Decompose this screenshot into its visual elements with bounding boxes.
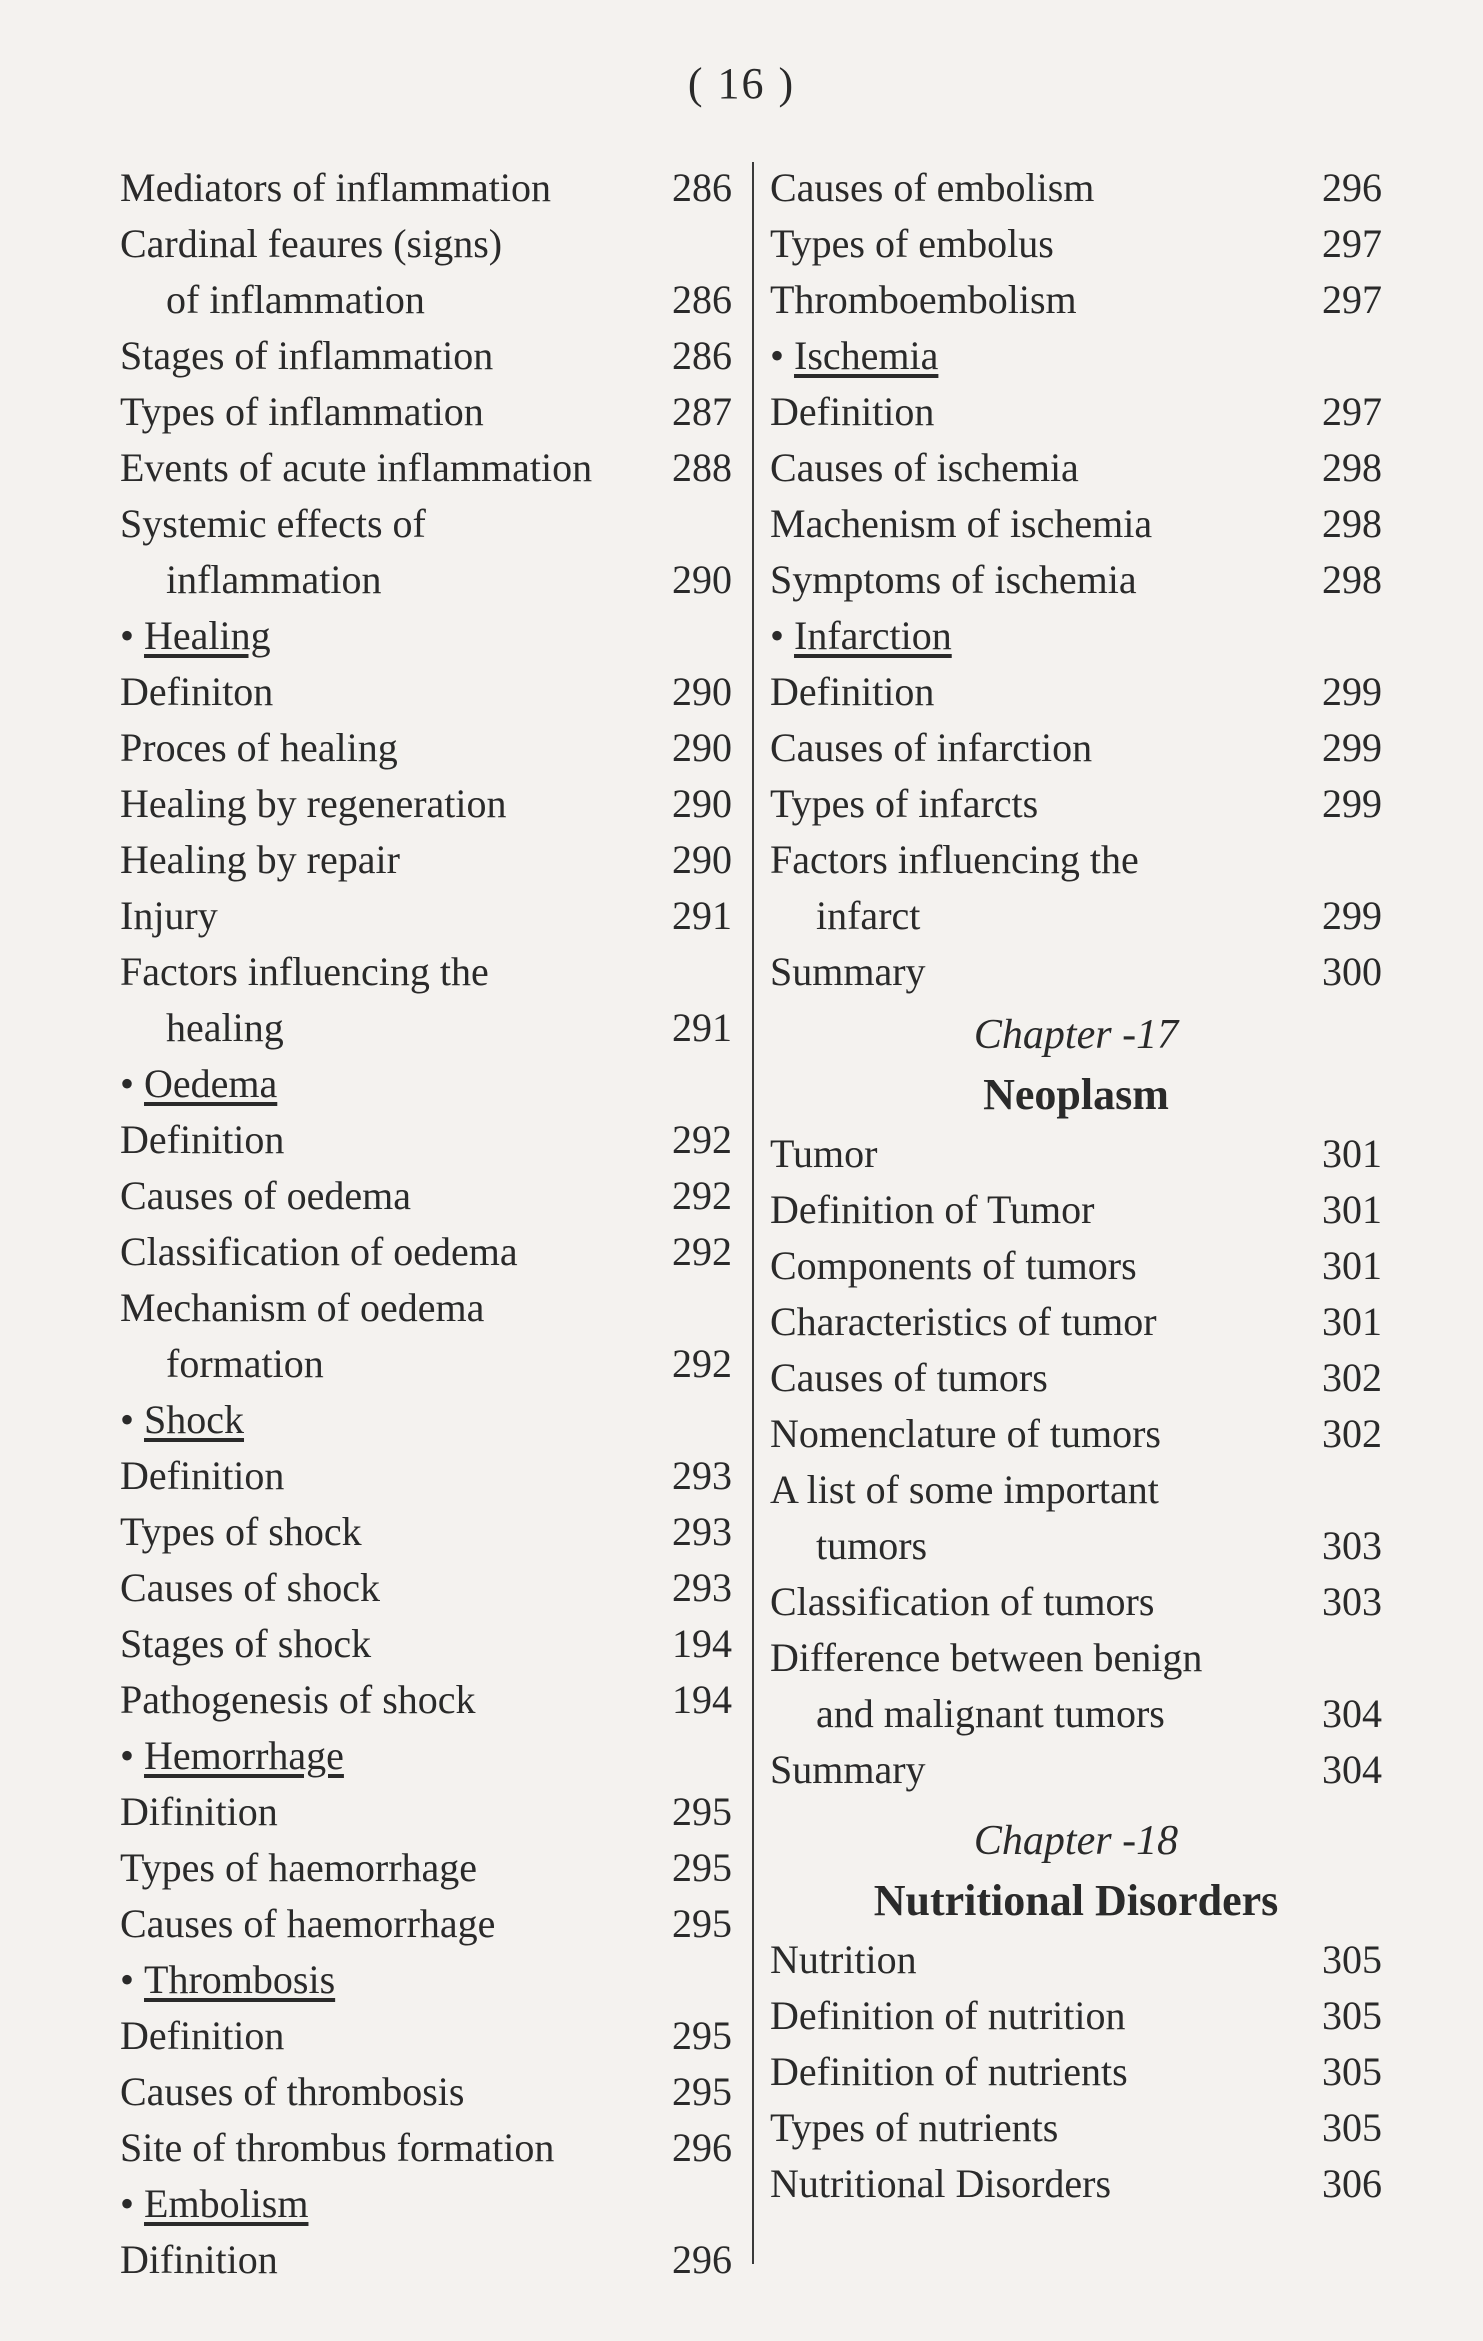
- toc-entry-page: 301: [1322, 1187, 1382, 1232]
- toc-entry-label: Definition of Tumor: [770, 1187, 1095, 1232]
- toc-entry-page: 302: [1322, 1355, 1382, 1400]
- toc-entry-page: 292: [672, 1173, 732, 1218]
- toc-entry: [120, 2064, 732, 2120]
- toc-entry: [120, 2120, 732, 2176]
- toc-entry-label: Difinition: [120, 2237, 278, 2282]
- toc-entry-page: 299: [1322, 669, 1382, 714]
- toc-list-chapter-18: [770, 1932, 1382, 2212]
- toc-entry: [770, 832, 1382, 888]
- toc-entry-page: 304: [1322, 1691, 1382, 1736]
- toc-entry: [770, 2100, 1382, 2156]
- toc-entry-label: Definition: [120, 2013, 285, 2058]
- toc-entry: [120, 552, 732, 608]
- toc-entry-label: Nutritional Disorders: [770, 2161, 1112, 2206]
- toc-entry: [770, 888, 1382, 944]
- toc-entry: [120, 1448, 732, 1504]
- toc-entry-label: Causes of shock: [120, 1565, 380, 1610]
- toc-entry-label: Definition of nutrients: [770, 2049, 1128, 2094]
- toc-entry-page: 306: [1322, 2161, 1382, 2206]
- toc-entry-page: 305: [1322, 2105, 1382, 2150]
- toc-entry-label: Shock: [144, 1397, 245, 1442]
- toc-entry-label: Hemorrhage: [144, 1733, 344, 1778]
- toc-entry-label: Nutrition: [770, 1937, 917, 1982]
- toc-entry: [770, 1518, 1382, 1574]
- toc-entry: [770, 1350, 1382, 1406]
- toc-entry: [120, 1896, 732, 1952]
- toc-entry: [770, 1932, 1382, 1988]
- toc-list-right-top: [770, 160, 1382, 1000]
- toc-entry: [120, 1336, 732, 1392]
- toc-section-heading: [770, 328, 1382, 384]
- toc-entry-label: Injury: [120, 893, 218, 938]
- toc-entry: [120, 944, 732, 1000]
- toc-entry-page: 299: [1322, 781, 1382, 826]
- toc-entry-page: 291: [672, 1005, 732, 1050]
- chapter-18-number: Chapter -18: [973, 1818, 1179, 1864]
- toc-entry-page: 296: [1322, 165, 1382, 210]
- toc-entry-label: Proces of healing: [120, 725, 398, 770]
- toc-entry: [770, 1126, 1382, 1182]
- toc-entry-page: 290: [672, 669, 732, 714]
- toc-entry: [120, 384, 732, 440]
- toc-entry: [120, 776, 732, 832]
- toc-entry-page: 296: [672, 2237, 732, 2282]
- toc-entry-page: 295: [672, 1901, 732, 1946]
- toc-entry: [120, 1504, 732, 1560]
- toc-entry: [120, 1224, 732, 1280]
- toc-entry-page: 286: [672, 165, 732, 210]
- toc-entry-label: Thromboembolism: [770, 277, 1077, 322]
- toc-entry-page: 298: [1322, 445, 1382, 490]
- chapter-18-header: [770, 1812, 1382, 1932]
- toc-section-heading: [120, 1392, 732, 1448]
- toc-section-heading: [120, 1056, 732, 1112]
- toc-entry: [770, 1574, 1382, 1630]
- chapter-17-title: Neoplasm: [983, 1070, 1169, 1119]
- toc-entry-page: 299: [1322, 725, 1382, 770]
- toc-section-heading: [120, 608, 732, 664]
- toc-entry-page: 299: [1322, 893, 1382, 938]
- toc-entry: [770, 1686, 1382, 1742]
- toc-entry-label: Characteristics of tumor: [770, 1299, 1157, 1344]
- toc-entry: [120, 1280, 732, 1336]
- toc-entry-label: Types of embolus: [770, 221, 1054, 266]
- toc-entry-label: Causes of haemorrhage: [120, 1901, 496, 1946]
- toc-entry-label: Types of nutrients: [770, 2105, 1059, 2150]
- toc-entry-page: 305: [1322, 1993, 1382, 2038]
- toc-entry: [770, 720, 1382, 776]
- toc-entry: [770, 496, 1382, 552]
- toc-section-heading: [120, 1728, 732, 1784]
- toc-entry: [120, 1560, 732, 1616]
- toc-entry: [120, 1672, 732, 1728]
- toc-entry-label: A list of some important: [770, 1467, 1159, 1512]
- toc-entry-label: Tumor: [770, 1131, 878, 1176]
- toc-entry-page: 303: [1322, 1579, 1382, 1624]
- toc-entry: [770, 2156, 1382, 2212]
- toc-entry-label: Summary: [770, 1747, 926, 1792]
- toc-entry-label: Mechanism of oedema: [120, 1285, 485, 1330]
- toc-entry-page: 286: [672, 277, 732, 322]
- toc-entry-label: Pathogenesis of shock: [120, 1677, 476, 1722]
- toc-entry-page: 298: [1322, 501, 1382, 546]
- toc-entry: [120, 2232, 732, 2288]
- toc-entry-label: Types of haemorrhage: [120, 1845, 478, 1890]
- toc-entry: [120, 1616, 732, 1672]
- toc-list-left: [120, 160, 732, 2288]
- toc-entry-page: 292: [672, 1341, 732, 1386]
- toc-entry-label: Causes of oedema: [120, 1173, 412, 1218]
- toc-entry-label: Site of thrombus formation: [120, 2125, 555, 2170]
- toc-right-column: [770, 160, 1382, 2212]
- toc-entry-page: 304: [1322, 1747, 1382, 1792]
- toc-section-heading: [770, 608, 1382, 664]
- toc-entry: [120, 1000, 732, 1056]
- toc-entry-label: Embolism: [144, 2181, 309, 2226]
- toc-entry: [770, 1294, 1382, 1350]
- toc-entry: [770, 944, 1382, 1000]
- chapter-17-header: [770, 1006, 1382, 1126]
- chapter-18-title: Nutritional Disorders: [873, 1876, 1279, 1925]
- toc-entry: [120, 1784, 732, 1840]
- toc-entry-label: Stages of inflammation: [120, 333, 494, 378]
- toc-entry-label: Symptoms of ischemia: [770, 557, 1137, 602]
- toc-entry: [770, 552, 1382, 608]
- toc-entry-label: Definition of nutrition: [770, 1993, 1126, 2038]
- toc-entry: [770, 2044, 1382, 2100]
- toc-entry-label: Components of tumors: [770, 1243, 1137, 1288]
- toc-entry-page: 287: [672, 389, 732, 434]
- toc-entry-label: Oedema: [144, 1061, 278, 1106]
- toc-entry: [120, 1168, 732, 1224]
- toc-entry-label: inflammation: [166, 557, 382, 602]
- toc-entry-page: 298: [1322, 557, 1382, 602]
- toc-entry-page: 291: [672, 893, 732, 938]
- toc-entry-page: 300: [1322, 949, 1382, 994]
- toc-entry: [770, 1742, 1382, 1798]
- toc-entry-label: Classification of tumors: [770, 1579, 1155, 1624]
- toc-entry-page: 194: [672, 1677, 732, 1722]
- toc-entry-page: 303: [1322, 1523, 1382, 1568]
- toc-entry-label: Factors influencing the: [120, 949, 489, 994]
- toc-entry-label: Difinition: [120, 1789, 278, 1834]
- toc-entry-label: Events of acute inflammation: [120, 445, 593, 490]
- toc-left-column: [120, 160, 732, 2288]
- toc-entry-page: 305: [1322, 2049, 1382, 2094]
- toc-entry-label: of inflammation: [166, 277, 425, 322]
- toc-entry-label: Types of inflammation: [120, 389, 484, 434]
- toc-entry: [770, 440, 1382, 496]
- toc-entry: [120, 328, 732, 384]
- toc-entry-label: Definition: [120, 1453, 285, 1498]
- toc-entry-page: 301: [1322, 1131, 1382, 1176]
- toc-entry-label: Stages of shock: [120, 1621, 372, 1666]
- toc-entry-label: Definition: [120, 1117, 285, 1162]
- toc-entry: [770, 216, 1382, 272]
- toc-entry: [770, 1182, 1382, 1238]
- bullet-icon: •: [120, 1957, 135, 2002]
- toc-entry-label: Causes of ischemia: [770, 445, 1079, 490]
- toc-entry-page: 295: [672, 2069, 732, 2114]
- toc-list-chapter-17: [770, 1126, 1382, 1798]
- toc-entry-label: healing: [166, 1005, 284, 1050]
- toc-entry: [770, 160, 1382, 216]
- toc-entry-label: and malignant tumors: [816, 1691, 1165, 1736]
- toc-entry: [120, 2008, 732, 2064]
- toc-entry-page: 292: [672, 1229, 732, 1274]
- toc-entry-page: 301: [1322, 1243, 1382, 1288]
- toc-entry-page: 293: [672, 1509, 732, 1554]
- toc-entry: [770, 1462, 1382, 1518]
- toc-entry-label: Cardinal feaures (signs): [120, 221, 503, 266]
- toc-entry-label: Healing by regeneration: [120, 781, 507, 826]
- toc-entry: [770, 272, 1382, 328]
- toc-entry-label: Thrombosis: [144, 1957, 336, 2002]
- toc-entry-page: 295: [672, 2013, 732, 2058]
- bullet-icon: •: [120, 1061, 135, 1106]
- toc-entry-page: 288: [672, 445, 732, 490]
- toc-entry: [120, 888, 732, 944]
- toc-entry-page: 296: [672, 2125, 732, 2170]
- toc-entry-page: 293: [672, 1453, 732, 1498]
- toc-section-heading: [120, 2176, 732, 2232]
- toc-entry-label: Causes of thrombosis: [120, 2069, 465, 2114]
- toc-entry-page: 292: [672, 1117, 732, 1162]
- toc-entry: [770, 384, 1382, 440]
- toc-entry-page: 194: [672, 1621, 732, 1666]
- toc-entry: [120, 496, 732, 552]
- toc-entry-page: 297: [1322, 221, 1382, 266]
- toc-entry-page: 290: [672, 837, 732, 882]
- toc-entry-page: 297: [1322, 277, 1382, 322]
- bullet-icon: •: [120, 613, 135, 658]
- toc-entry: [120, 1112, 732, 1168]
- toc-entry: [120, 272, 732, 328]
- bullet-icon: •: [770, 613, 785, 658]
- toc-entry-page: 290: [672, 725, 732, 770]
- toc-entry-label: Difference between benign: [770, 1635, 1203, 1680]
- toc-entry: [120, 216, 732, 272]
- toc-entry-label: Definition: [770, 389, 935, 434]
- toc-entry-label: Definition: [770, 669, 935, 714]
- toc-entry-label: Types of shock: [120, 1509, 362, 1554]
- toc-entry-label: Healing by repair: [120, 837, 400, 882]
- toc-entry-label: Types of infarcts: [770, 781, 1039, 826]
- toc-entry-label: Nomenclature of tumors: [770, 1411, 1161, 1456]
- toc-entry: [770, 1630, 1382, 1686]
- toc-entry-page: 290: [672, 557, 732, 602]
- toc-entry-page: 301: [1322, 1299, 1382, 1344]
- toc-entry-label: Causes of infarction: [770, 725, 1093, 770]
- toc-entry: [770, 1406, 1382, 1462]
- toc-entry-label: Factors influencing the: [770, 837, 1139, 882]
- toc-entry: [770, 1238, 1382, 1294]
- toc-entry: [770, 776, 1382, 832]
- toc-entry-page: 293: [672, 1565, 732, 1610]
- toc-entry-label: Causes of embolism: [770, 165, 1095, 210]
- toc-entry-label: Systemic effects of: [120, 501, 426, 546]
- toc-entry-page: 295: [672, 1845, 732, 1890]
- toc-entry-label: Causes of tumors: [770, 1355, 1048, 1400]
- bullet-icon: •: [120, 2181, 135, 2226]
- bullet-icon: •: [770, 333, 785, 378]
- page-number: ( 16 ): [687, 59, 796, 108]
- toc-entry-label: Machenism of ischemia: [770, 501, 1153, 546]
- toc-entry-page: 305: [1322, 1937, 1382, 1982]
- chapter-17-number: Chapter -17: [973, 1012, 1179, 1058]
- toc-entry-label: formation: [166, 1341, 324, 1386]
- toc-entry-label: Infarction: [794, 613, 952, 658]
- bullet-icon: •: [120, 1397, 135, 1442]
- toc-entry: [770, 664, 1382, 720]
- toc-entry: [120, 664, 732, 720]
- bullet-icon: •: [120, 1733, 135, 1778]
- toc-entry: [120, 440, 732, 496]
- toc-entry-label: Healing: [144, 613, 271, 658]
- toc-entry: [120, 1840, 732, 1896]
- toc-entry-label: Mediators of inflammation: [120, 165, 552, 210]
- toc-entry-label: Definiton: [120, 669, 274, 714]
- toc-entry: [770, 1988, 1382, 2044]
- toc-section-heading: [120, 1952, 732, 2008]
- toc-entry-page: 290: [672, 781, 732, 826]
- toc-entry-page: 286: [672, 333, 732, 378]
- column-divider: [752, 162, 754, 2264]
- toc-entry-label: infarct: [816, 893, 921, 938]
- toc-entry: [120, 720, 732, 776]
- toc-entry-page: 297: [1322, 389, 1382, 434]
- toc-entry: [120, 832, 732, 888]
- toc-entry: [120, 160, 732, 216]
- toc-entry-page: 295: [672, 1789, 732, 1834]
- toc-entry-label: Classification of oedema: [120, 1229, 518, 1274]
- toc-entry-label: Summary: [770, 949, 926, 994]
- toc-entry-page: 302: [1322, 1411, 1382, 1456]
- toc-entry-label: tumors: [816, 1523, 928, 1568]
- toc-entry-label: Ischemia: [794, 333, 939, 378]
